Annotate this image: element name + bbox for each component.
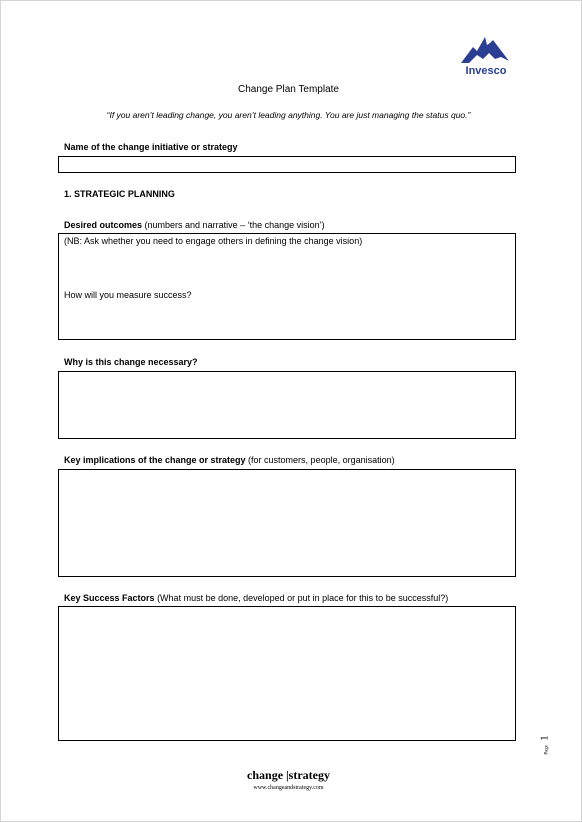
measure-success-prompt: How will you measure success? <box>64 290 192 300</box>
key-implications-field[interactable] <box>58 469 516 577</box>
desired-outcomes-field[interactable] <box>58 233 516 340</box>
key-implications-label: Key implications of the change or strategy (for customers, people, organisation) <box>64 455 395 465</box>
mountain-logo-icon <box>457 33 515 67</box>
key-success-factors-field[interactable] <box>58 606 516 741</box>
logo-text: Invesco <box>465 65 507 77</box>
desired-outcomes-label: Desired outcomes (numbers and narrative – ‘the change vision’) <box>64 220 325 230</box>
invesco-logo <box>457 33 515 81</box>
why-necessary-label: Why is this change necessary? <box>64 357 198 367</box>
footer-url: www.changeandstrategy.com <box>253 785 324 791</box>
initiative-name-field[interactable] <box>58 156 516 173</box>
initiative-name-label: Name of the change initiative or strategy <box>64 142 238 152</box>
page-number: Page 1 <box>538 735 551 755</box>
why-necessary-field[interactable] <box>58 371 516 439</box>
key-success-factors-label: Key Success Factors (What must be done, developed or put in place for this to be successful?) <box>64 593 449 603</box>
section-heading: 1. STRATEGIC PLANNING <box>64 189 175 199</box>
desired-outcomes-note: (NB: Ask whether you need to engage others in defining the change vision) <box>64 236 363 246</box>
page-title: Change Plan Template <box>238 84 339 95</box>
footer-brand: change |strategy <box>247 768 330 782</box>
quote: “If you aren’t leading change, you aren’t leading anything. You are just managing the status quo.” <box>106 110 471 120</box>
